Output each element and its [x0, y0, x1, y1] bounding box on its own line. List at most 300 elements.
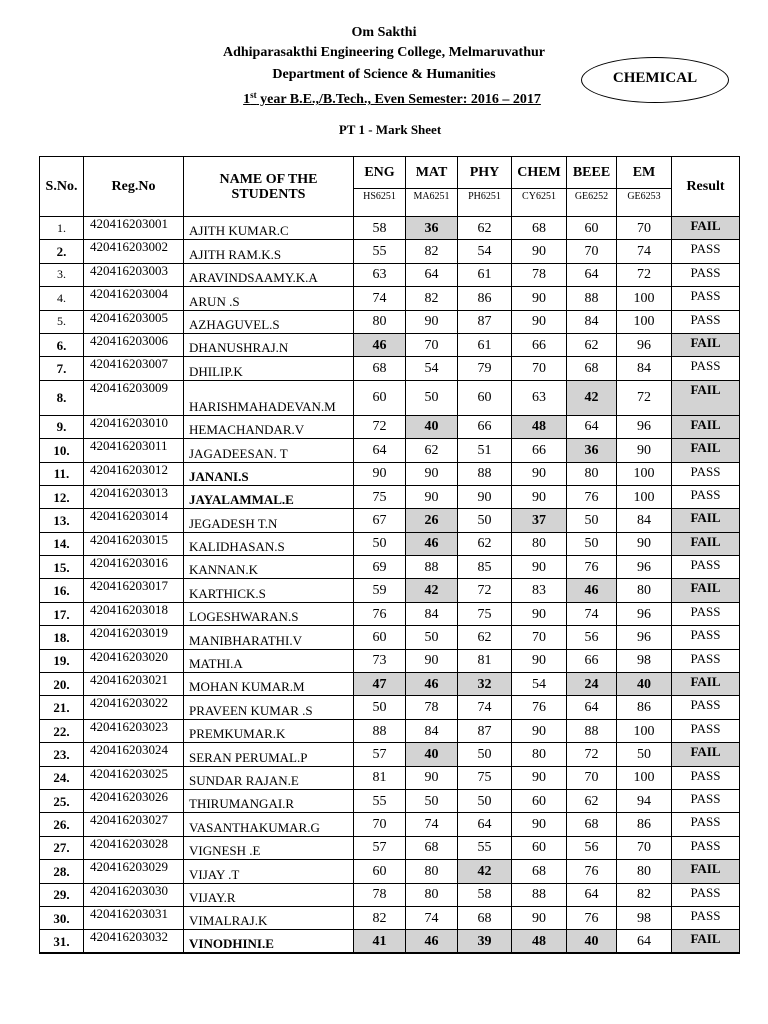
student-name: AJITH RAM.K.S	[184, 240, 354, 263]
table-row	[40, 719, 740, 742]
mark-cell: 84	[617, 357, 672, 380]
table-row	[40, 836, 740, 859]
mark-cell: 68	[406, 836, 458, 859]
student-name: ARUN .S	[184, 287, 354, 310]
mark-cell: 100	[617, 485, 672, 508]
mark-cell: 86	[617, 813, 672, 836]
mark-cell: 48	[512, 930, 567, 953]
mark-cell: 50	[567, 509, 617, 532]
mark-cell: 59	[354, 579, 406, 602]
mark-cell: 62	[406, 439, 458, 462]
result-cell: FAIL	[672, 333, 740, 356]
mark-cell: 32	[458, 673, 512, 696]
mark-cell: 55	[354, 240, 406, 263]
mark-cell: 90	[512, 310, 567, 333]
mark-cell: 90	[617, 532, 672, 555]
mark-cell: 68	[354, 357, 406, 380]
result-cell: FAIL	[672, 439, 740, 462]
mark-cell: 84	[567, 310, 617, 333]
mark-cell: 80	[617, 579, 672, 602]
serial-number: 24.	[40, 766, 84, 789]
header-college-name: Adhiparasakthi Engineering College, Melmaruvathur	[222, 45, 545, 60]
table-row	[40, 602, 740, 625]
register-number: 420416203031	[84, 906, 184, 929]
mark-cell: 47	[354, 673, 406, 696]
result-cell: PASS	[672, 626, 740, 649]
mark-cell: 40	[406, 415, 458, 438]
register-number: 420416203003	[84, 263, 184, 286]
mark-cell: 66	[458, 415, 512, 438]
student-name: ARAVINDSAAMY.K.A	[184, 263, 354, 286]
mark-cell: 68	[512, 860, 567, 883]
mark-cell: 62	[458, 626, 512, 649]
result-cell: FAIL	[672, 930, 740, 953]
mark-cell: 84	[406, 602, 458, 625]
mark-cell: 98	[617, 649, 672, 672]
mark-cell: 60	[354, 380, 406, 415]
student-name: DHILIP.K	[184, 357, 354, 380]
mark-cell: 74	[458, 696, 512, 719]
mark-cell: 64	[354, 439, 406, 462]
register-number: 420416203012	[84, 462, 184, 485]
mark-cell: 90	[512, 766, 567, 789]
subject-code: GE6253	[617, 189, 672, 217]
mark-cell: 62	[458, 532, 512, 555]
serial-number: 25.	[40, 789, 84, 812]
mark-cell: 64	[567, 263, 617, 286]
mark-cell: 60	[458, 380, 512, 415]
register-number: 420416203025	[84, 766, 184, 789]
mark-cell: 90	[512, 462, 567, 485]
mark-cell: 50	[458, 789, 512, 812]
student-name: VINODHINI.E	[184, 930, 354, 953]
register-number: 420416203017	[84, 579, 184, 602]
register-number: 420416203013	[84, 485, 184, 508]
register-number: 420416203018	[84, 602, 184, 625]
mark-cell: 42	[567, 380, 617, 415]
register-number: 420416203007	[84, 357, 184, 380]
mark-cell: 36	[567, 439, 617, 462]
mark-cell: 68	[567, 813, 617, 836]
mark-cell: 55	[354, 789, 406, 812]
mark-cell: 80	[512, 743, 567, 766]
table-row	[40, 462, 740, 485]
serial-number: 22.	[40, 719, 84, 742]
mark-cell: 84	[406, 719, 458, 742]
col-header-subject: BEEE	[567, 157, 617, 189]
header-institution-motto: Om Sakthi	[351, 25, 417, 40]
register-number: 420416203021	[84, 673, 184, 696]
serial-number: 10.	[40, 439, 84, 462]
mark-cell: 61	[458, 263, 512, 286]
mark-cell: 78	[512, 263, 567, 286]
mark-cell: 62	[567, 789, 617, 812]
mark-cell: 72	[617, 380, 672, 415]
mark-cell: 100	[617, 287, 672, 310]
mark-cell: 73	[354, 649, 406, 672]
student-name: JAGADEESAN. T	[184, 439, 354, 462]
result-cell: PASS	[672, 906, 740, 929]
register-number: 420416203005	[84, 310, 184, 333]
student-name: KARTHICK.S	[184, 579, 354, 602]
result-cell: PASS	[672, 789, 740, 812]
student-name: VASANTHAKUMAR.G	[184, 813, 354, 836]
mark-cell: 90	[354, 462, 406, 485]
result-cell: PASS	[672, 602, 740, 625]
serial-number: 5.	[40, 310, 84, 333]
student-name: PREMKUMAR.K	[184, 719, 354, 742]
register-number: 420416203020	[84, 649, 184, 672]
student-name: MANIBHARATHI.V	[184, 626, 354, 649]
mark-cell: 72	[567, 743, 617, 766]
table-row	[40, 930, 740, 953]
mark-cell: 69	[354, 556, 406, 579]
mark-cell: 74	[354, 287, 406, 310]
mark-cell: 64	[458, 813, 512, 836]
table-row	[40, 532, 740, 555]
table-row	[40, 883, 740, 906]
register-number: 420416203023	[84, 719, 184, 742]
mark-cell: 50	[354, 532, 406, 555]
mark-cell: 87	[458, 310, 512, 333]
mark-cell: 100	[617, 766, 672, 789]
student-name: LOGESHWARAN.S	[184, 602, 354, 625]
mark-cell: 90	[617, 439, 672, 462]
mark-cell: 100	[617, 462, 672, 485]
student-name: SUNDAR RAJAN.E	[184, 766, 354, 789]
mark-cell: 64	[567, 415, 617, 438]
mark-cell: 90	[512, 813, 567, 836]
mark-cell: 82	[406, 240, 458, 263]
mark-cell: 82	[617, 883, 672, 906]
mark-cell: 76	[354, 602, 406, 625]
serial-number: 21.	[40, 696, 84, 719]
student-name: JANANI.S	[184, 462, 354, 485]
serial-number: 12.	[40, 485, 84, 508]
serial-number: 16.	[40, 579, 84, 602]
mark-cell: 66	[567, 649, 617, 672]
mark-cell: 64	[567, 696, 617, 719]
serial-number: 11.	[40, 462, 84, 485]
register-number: 420416203002	[84, 240, 184, 263]
mark-cell: 90	[512, 485, 567, 508]
mark-cell: 74	[617, 240, 672, 263]
serial-number: 29.	[40, 883, 84, 906]
col-header-subject: ENG	[354, 157, 406, 189]
table-row	[40, 263, 740, 286]
serial-number: 26.	[40, 813, 84, 836]
header-department: Department of Science & Humanities	[272, 67, 496, 82]
mark-cell: 24	[567, 673, 617, 696]
mark-cell: 75	[354, 485, 406, 508]
mark-cell: 82	[406, 287, 458, 310]
mark-cell: 50	[354, 696, 406, 719]
student-name: DHANUSHRAJ.N	[184, 333, 354, 356]
mark-cell: 90	[406, 310, 458, 333]
subject-code: MA6251	[406, 189, 458, 217]
serial-number: 13.	[40, 509, 84, 532]
mark-cell: 66	[512, 333, 567, 356]
col-header-name: NAME OF THE STUDENTS	[184, 157, 354, 217]
student-name: VIJAY.R	[184, 883, 354, 906]
serial-number: 7.	[40, 357, 84, 380]
mark-cell: 100	[617, 719, 672, 742]
table-row	[40, 673, 740, 696]
mark-cell: 94	[617, 789, 672, 812]
table-row	[40, 217, 740, 240]
student-name: KANNAN.K	[184, 556, 354, 579]
mark-cell: 36	[406, 217, 458, 240]
mark-cell: 86	[617, 696, 672, 719]
result-cell: PASS	[672, 357, 740, 380]
mark-cell: 74	[567, 602, 617, 625]
mark-cell: 80	[354, 310, 406, 333]
header-year-number: 1	[243, 92, 251, 107]
mark-cell: 96	[617, 626, 672, 649]
register-number: 420416203027	[84, 813, 184, 836]
mark-cell: 90	[512, 602, 567, 625]
result-cell: FAIL	[672, 380, 740, 415]
result-cell: PASS	[672, 766, 740, 789]
col-header-subject: MAT	[406, 157, 458, 189]
mark-cell: 57	[354, 743, 406, 766]
mark-cell: 67	[354, 509, 406, 532]
mark-cell: 46	[354, 333, 406, 356]
register-number: 420416203009	[84, 380, 184, 415]
mark-cell: 85	[458, 556, 512, 579]
student-name: MOHAN KUMAR.M	[184, 673, 354, 696]
register-number: 420416203010	[84, 415, 184, 438]
mark-cell: 56	[567, 836, 617, 859]
mark-cell: 72	[617, 263, 672, 286]
subject-code: PH6251	[458, 189, 512, 217]
table-row	[40, 649, 740, 672]
student-name: VIGNESH .E	[184, 836, 354, 859]
mark-cell: 70	[512, 626, 567, 649]
mark-cell: 70	[354, 813, 406, 836]
serial-number: 30.	[40, 906, 84, 929]
mark-cell: 57	[354, 836, 406, 859]
mark-cell: 90	[406, 766, 458, 789]
table-header	[40, 157, 740, 217]
serial-number: 20.	[40, 673, 84, 696]
col-header-subject: PHY	[458, 157, 512, 189]
mark-cell: 64	[567, 883, 617, 906]
mark-cell: 96	[617, 602, 672, 625]
register-number: 420416203014	[84, 509, 184, 532]
register-number: 420416203016	[84, 556, 184, 579]
student-name: MATHI.A	[184, 649, 354, 672]
mark-cell: 76	[567, 556, 617, 579]
mark-cell: 83	[512, 579, 567, 602]
result-cell: FAIL	[672, 743, 740, 766]
mark-cell: 50	[567, 532, 617, 555]
register-number: 420416203004	[84, 287, 184, 310]
mark-cell: 80	[567, 462, 617, 485]
mark-cell: 96	[617, 415, 672, 438]
student-name: HEMACHANDAR.V	[184, 415, 354, 438]
mark-cell: 90	[512, 719, 567, 742]
col-header-subject: CHEM	[512, 157, 567, 189]
serial-number: 8.	[40, 380, 84, 415]
mark-cell: 60	[512, 836, 567, 859]
mark-cell: 58	[458, 883, 512, 906]
mark-cell: 46	[406, 930, 458, 953]
mark-cell: 90	[512, 649, 567, 672]
table-row	[40, 556, 740, 579]
mark-cell: 50	[617, 743, 672, 766]
serial-number: 9.	[40, 415, 84, 438]
mark-cell: 75	[458, 766, 512, 789]
mark-cell: 78	[406, 696, 458, 719]
register-number: 420416203026	[84, 789, 184, 812]
student-name: VIMALRAJ.K	[184, 906, 354, 929]
mark-cell: 90	[512, 906, 567, 929]
col-header-reg: Reg.No	[84, 157, 184, 217]
mark-cell: 96	[617, 333, 672, 356]
mark-cell: 60	[354, 626, 406, 649]
student-name: JAYALAMMAL.E	[184, 485, 354, 508]
mark-cell: 60	[512, 789, 567, 812]
table-row	[40, 766, 740, 789]
mark-cell: 62	[567, 333, 617, 356]
mark-cell: 54	[406, 357, 458, 380]
mark-cell: 90	[512, 556, 567, 579]
result-cell: PASS	[672, 263, 740, 286]
student-name: JEGADESH T.N	[184, 509, 354, 532]
student-name: PRAVEEN KUMAR .S	[184, 696, 354, 719]
mark-cell: 39	[458, 930, 512, 953]
serial-number: 27.	[40, 836, 84, 859]
mark-cell: 41	[354, 930, 406, 953]
serial-number: 23.	[40, 743, 84, 766]
mark-cell: 98	[617, 906, 672, 929]
student-name: AJITH KUMAR.C	[184, 217, 354, 240]
header-semester-text: year B.E.,/B.Tech., Even Semester: 2016 – 2017	[256, 92, 541, 107]
mark-cell: 68	[567, 357, 617, 380]
mark-cell: 40	[406, 743, 458, 766]
table-row	[40, 287, 740, 310]
mark-cell: 58	[354, 217, 406, 240]
register-number: 420416203028	[84, 836, 184, 859]
mark-cell: 84	[617, 509, 672, 532]
mark-cell: 64	[617, 930, 672, 953]
mark-cell: 60	[567, 217, 617, 240]
serial-number: 3.	[40, 263, 84, 286]
table-row	[40, 357, 740, 380]
mark-cell: 80	[406, 883, 458, 906]
register-number: 420416203029	[84, 860, 184, 883]
table-row	[40, 439, 740, 462]
mark-cell: 54	[458, 240, 512, 263]
result-cell: PASS	[672, 696, 740, 719]
serial-number: 19.	[40, 649, 84, 672]
mark-cell: 54	[512, 673, 567, 696]
mark-cell: 42	[406, 579, 458, 602]
mark-cell: 70	[617, 836, 672, 859]
register-number: 420416203019	[84, 626, 184, 649]
register-number: 420416203024	[84, 743, 184, 766]
mark-cell: 81	[458, 649, 512, 672]
mark-cell: 76	[567, 906, 617, 929]
mark-cell: 50	[406, 380, 458, 415]
table-row	[40, 696, 740, 719]
result-cell: PASS	[672, 310, 740, 333]
table-row	[40, 813, 740, 836]
mark-cell: 90	[458, 485, 512, 508]
mark-cell: 88	[354, 719, 406, 742]
mark-cell: 90	[406, 462, 458, 485]
mark-cell: 90	[512, 287, 567, 310]
mark-cell: 70	[406, 333, 458, 356]
mark-cell: 88	[512, 883, 567, 906]
table-row	[40, 310, 740, 333]
mark-cell: 70	[567, 766, 617, 789]
col-header-subject: EM	[617, 157, 672, 189]
table-row	[40, 333, 740, 356]
serial-number: 2.	[40, 240, 84, 263]
col-header-sno: S.No.	[40, 157, 84, 217]
sheet-title: PT 1 - Mark Sheet	[338, 122, 442, 137]
table-row	[40, 626, 740, 649]
mark-cell: 50	[458, 509, 512, 532]
result-cell: PASS	[672, 883, 740, 906]
mark-cell: 90	[406, 485, 458, 508]
mark-cell: 80	[406, 860, 458, 883]
register-number: 420416203022	[84, 696, 184, 719]
result-cell: FAIL	[672, 509, 740, 532]
mark-cell: 40	[567, 930, 617, 953]
result-cell: FAIL	[672, 673, 740, 696]
mark-cell: 63	[512, 380, 567, 415]
mark-cell: 46	[406, 673, 458, 696]
mark-cell: 88	[567, 719, 617, 742]
result-cell: FAIL	[672, 579, 740, 602]
mark-cell: 50	[406, 789, 458, 812]
serial-number: 14.	[40, 532, 84, 555]
table-row	[40, 579, 740, 602]
mark-cell: 40	[617, 673, 672, 696]
mark-cell: 26	[406, 509, 458, 532]
mark-cell: 86	[458, 287, 512, 310]
serial-number: 31.	[40, 930, 84, 953]
header-year-suffix: st	[250, 90, 257, 100]
mark-cell: 96	[617, 556, 672, 579]
serial-number: 28.	[40, 860, 84, 883]
mark-cell: 76	[567, 860, 617, 883]
result-cell: FAIL	[672, 860, 740, 883]
mark-cell: 82	[354, 906, 406, 929]
mark-cell: 48	[512, 415, 567, 438]
mark-cell: 62	[458, 217, 512, 240]
result-cell: PASS	[672, 287, 740, 310]
table-row	[40, 743, 740, 766]
table-row	[40, 415, 740, 438]
subject-code: HS6251	[354, 189, 406, 217]
mark-cell: 80	[512, 532, 567, 555]
student-name: HARISHMAHADEVAN.M	[184, 380, 354, 415]
result-cell: FAIL	[672, 217, 740, 240]
student-name: THIRUMANGAI.R	[184, 789, 354, 812]
register-number: 420416203011	[84, 439, 184, 462]
mark-cell: 55	[458, 836, 512, 859]
student-name: KALIDHASAN.S	[184, 532, 354, 555]
mark-cell: 61	[458, 333, 512, 356]
mark-cell: 50	[406, 626, 458, 649]
mark-cell: 90	[406, 649, 458, 672]
result-cell: PASS	[672, 240, 740, 263]
serial-number: 1.	[40, 217, 84, 240]
